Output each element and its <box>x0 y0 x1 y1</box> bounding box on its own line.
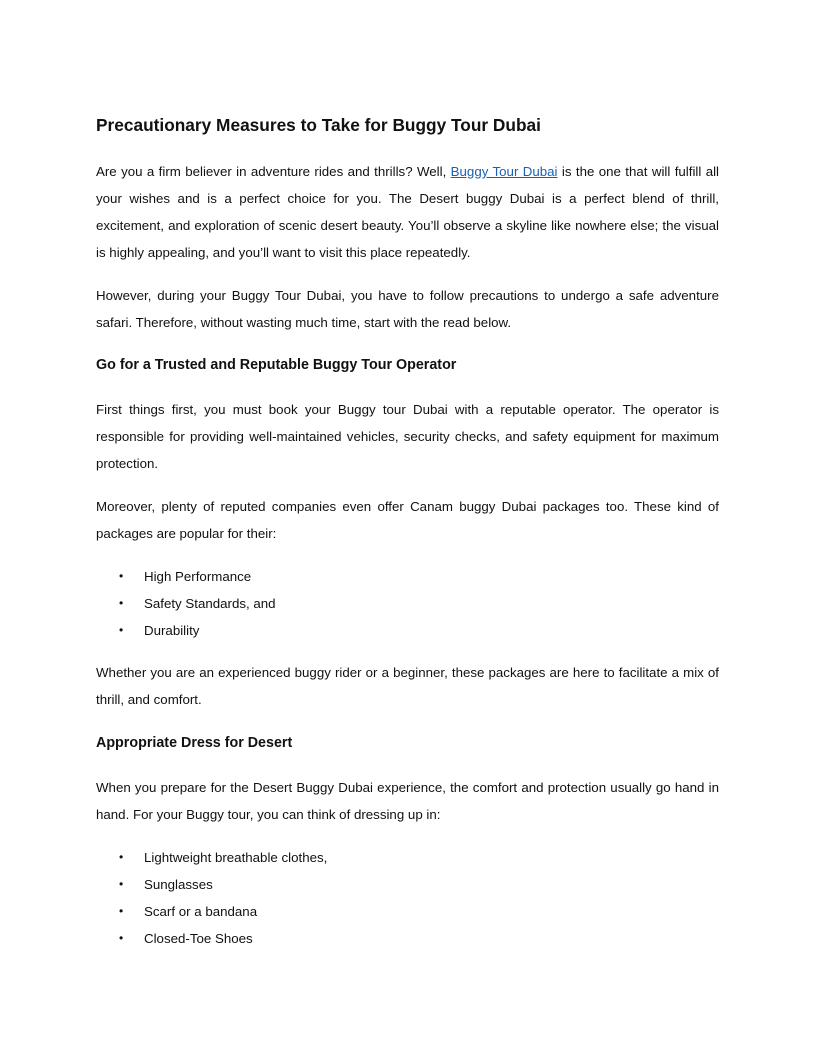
list-item: • Sunglasses <box>96 871 327 898</box>
list-item: • Durability <box>96 617 276 644</box>
operator-paragraph: First things first, you must book your Buggy tour Dubai with a reputable operator. The operator is responsible for providing well-maintained vehicles, security checks, and safety equipment for maximum protection. <box>96 402 719 471</box>
precautions-paragraph: However, during your Buggy Tour Dubai, you have to follow precautions to undergo a safe adventure safari. Therefore, without wasting much time, start with the read below. <box>96 288 719 330</box>
dress-items-list <box>96 844 327 952</box>
section-heading-dress: Appropriate Dress for Desert <box>96 735 293 751</box>
bullet-icon: • <box>119 623 124 637</box>
list-item: • High Performance <box>96 563 276 590</box>
page-title: Precautionary Measures to Take for Buggy Tour Dubai <box>96 115 541 135</box>
intro-paragraph <box>96 158 719 266</box>
bullet-icon: • <box>119 850 124 864</box>
packages-feature-list <box>96 563 276 644</box>
bullet-icon: • <box>119 877 124 891</box>
dress-paragraph: When you prepare for the Desert Buggy Dubai experience, the comfort and protection usually go hand in hand. For your Buggy tour, you can think of dressing up in: <box>96 780 719 822</box>
bullet-icon: • <box>119 596 124 610</box>
packages-summary-paragraph: Whether you are an experienced buggy rider or a beginner, these packages are here to facilitate a mix of thrill, and comfort. <box>96 665 719 707</box>
list-item: • Lightweight breathable clothes, <box>96 844 327 871</box>
list-item: • Closed-Toe Shoes <box>96 925 327 952</box>
section-heading-operator: Go for a Trusted and Reputable Buggy Tour Operator <box>96 357 457 373</box>
bullet-icon: • <box>119 904 124 918</box>
buggy-tour-dubai-link[interactable]: Buggy Tour Dubai <box>450 164 558 179</box>
list-item: • Scarf or a bandana <box>96 898 327 925</box>
packages-paragraph: Moreover, plenty of reputed companies even offer Canam buggy Dubai packages too. These kind of packages are popular for their: <box>96 499 719 541</box>
list-item: • Safety Standards, and <box>96 590 276 617</box>
intro-text-before-link: Are you a firm believer in adventure rides and thrills? Well, <box>96 164 451 179</box>
bullet-icon: • <box>119 569 124 583</box>
bullet-icon: • <box>119 931 124 945</box>
intro-text-after-link: is the one that will fulfill all your wishes and is a perfect choice for you. The Desert buggy Dubai is a perfect blend of thrill, excitement, and exploration of scenic desert beauty. You’ll observe a skyline like nowhere else; the visual is highly appealing, and you’ll want to visit this place repeatedly. <box>96 164 720 260</box>
